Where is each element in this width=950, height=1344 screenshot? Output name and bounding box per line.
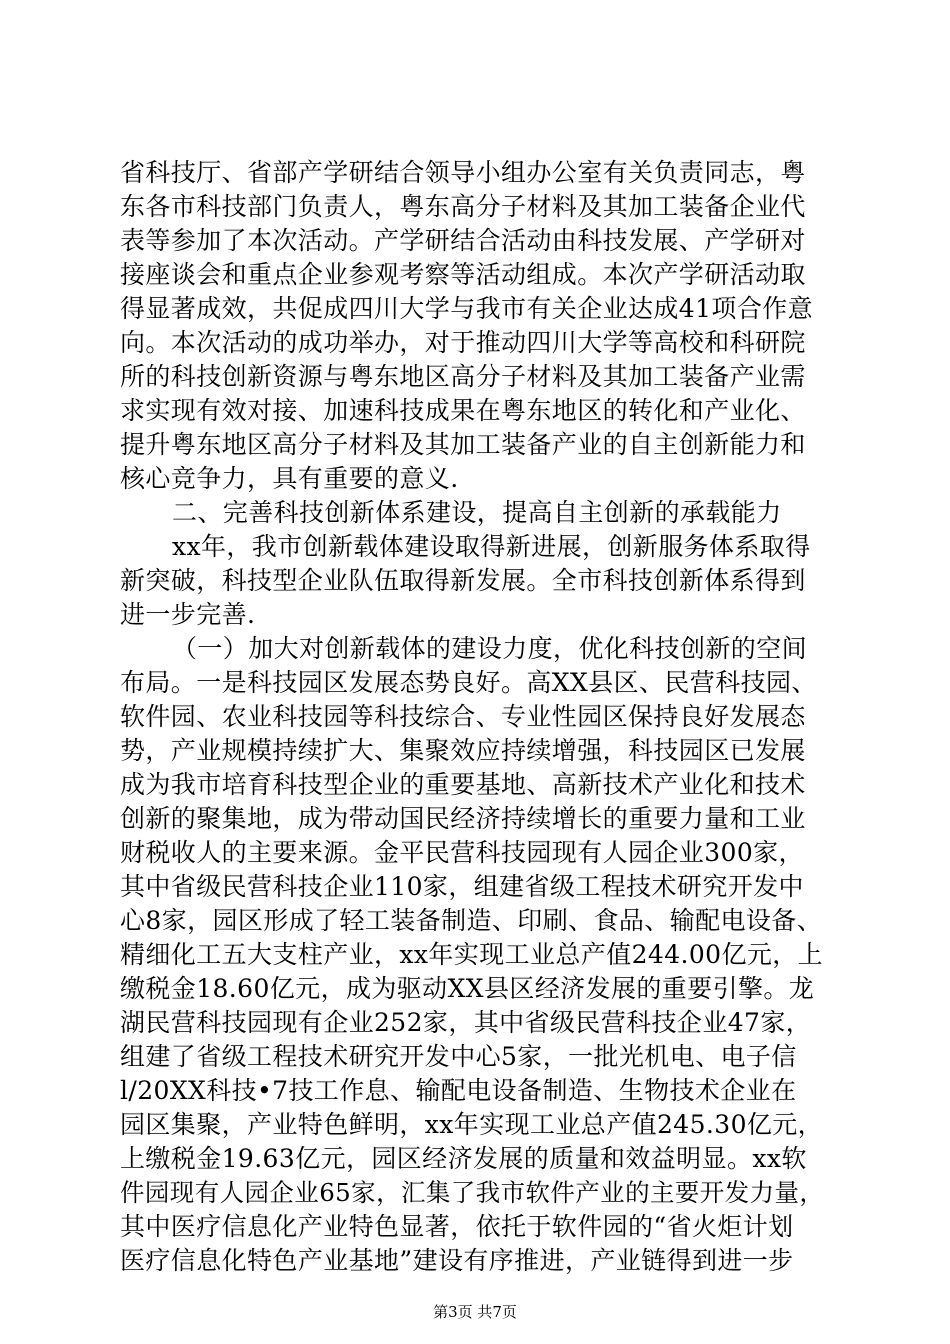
text-line: 件园现有人园企业65家，汇集了我市软件产业的主要开发力量， [120, 1178, 825, 1207]
text-line: 财税收人的主要来源。金平民营科技园现有人园企业300家， [120, 838, 804, 867]
text-line: l/20XX科技•7技工作息、输配电设备制造、生物技术企业在 [120, 1076, 797, 1105]
text-line: 园区集聚，产业特色鲜明，xx年实现工业总产值245.30亿元， [120, 1110, 824, 1139]
text-line: 其中医疗信息化产业特色显著，依托于软件园的“省火炬计划 [120, 1212, 794, 1241]
text-line: 进一步完善. [120, 600, 256, 629]
text-line: 提升粤东地区高分子材料及其加工装备产业的自主创新能力和 [120, 430, 806, 459]
text-line: 湖民营科技园现有企业252家，其中省级民营科技企业47家， [120, 1008, 812, 1037]
text-line: 布局。一是科技园区发展态势良好。高XX县区、民营科技园、 [120, 668, 817, 697]
text-line: 新突破，科技型企业队伍取得新发展。全市科技创新体系得到 [120, 566, 806, 595]
subsection-line: （一）加大对创新载体的建设力度，优化科技创新的空间 [172, 634, 808, 663]
text-line: 心8家，园区形成了轻工装备制造、印刷、食品、输配电设备、 [120, 906, 823, 935]
text-line: 上缴税金19.63亿元，园区经济发展的质量和效益明显。xx软 [120, 1144, 807, 1173]
text-line: 求实现有效对接、加速科技成果在粤东地区的转化和产业化、 [120, 396, 806, 425]
text-line: 所的科技创新资源与粤东地区高分子材料及其加工装备产业需 [120, 362, 806, 391]
section-heading: 二、完善科技创新体系建设，提高自主创新的承载能力 [172, 498, 782, 527]
text-line: 表等参加了本次活动。产学研结合活动由科技发展、产学研对 [120, 226, 806, 255]
text-line: 创新的聚集地，成为带动国民经济持续增长的重要力量和工业 [120, 804, 806, 833]
text-line: 接座谈会和重点企业参观考察等活动组成。本次产学研活动取 [120, 260, 806, 289]
text-line: 组建了省级工程技术研究开发中心5家，一批光机电、电子信 [120, 1042, 797, 1071]
text-line: 核心竞争力，具有重要的意义. [120, 464, 459, 493]
text-line: 软件园、农业科技园等科技综合、专业性园区保持良好发展态 [120, 702, 806, 731]
page-number-footer: 第3页 共7页 [433, 1303, 517, 1321]
text-line: 成为我市培育科技型企业的重要基地、高新技术产业化和技术 [120, 770, 806, 799]
text-line: 其中省级民营科技企业110家，组建省级工程技术研究开发中 [120, 872, 804, 901]
text-line: 医疗信息化特色产业基地”建设有序推进，产业链得到进一步 [120, 1246, 794, 1275]
text-line: 省科技厅、省部产学研结合领导小组办公室有关负责同志，粤 [120, 158, 806, 187]
text-line: xx年，我市创新载体建设取得新进展，创新服务体系取得 [172, 532, 811, 561]
text-line: 东各市科技部门负责人，粤东高分子材料及其加工装备企业代 [120, 192, 806, 221]
text-line: 得显著成效，共促成四川大学与我市有关企业达成41项合作意 [120, 294, 814, 323]
text-line: 向。本次活动的成功举办，对于推动四川大学等高校和科研院 [120, 328, 806, 357]
text-line: 势，产业规模持续扩大、集聚效应持续增强，科技园区已发展 [120, 736, 806, 765]
text-line: 缴税金18.60亿元，成为驱动XX县区经济发展的重要引擎。龙 [120, 974, 815, 1003]
text-line: 精细化工五大支柱产业，xx年实现工业总产值244.00亿元，上 [120, 940, 824, 969]
